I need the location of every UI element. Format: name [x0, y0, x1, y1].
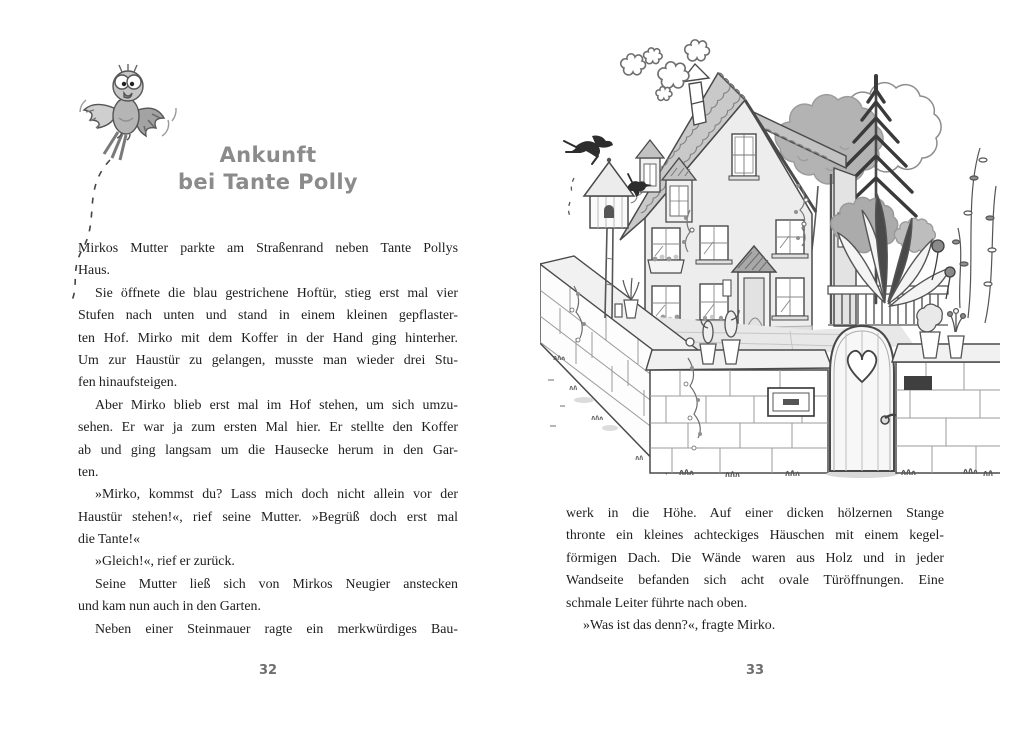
text-line: Stufen nach unten und stand in einem kleinen gepflaster-: [78, 308, 458, 324]
text-line: »Gleich!«, rief er zurück.: [95, 554, 235, 570]
text-line: Seine Mutter ließ sich von Mirkos Neugier anstecken: [95, 576, 458, 592]
page-number-right: 33: [745, 663, 765, 678]
text-line: Sie öffnete die blau gestrichene Hoftür, stieg erst mal vier: [95, 285, 458, 301]
text-line: thronte ein kleines achteckiges Häuschen mit einem kegel-: [566, 528, 944, 544]
birdhouse-hole: [604, 205, 614, 218]
text-line: Haus.: [78, 263, 111, 279]
chapter-title-line1: Ankunft: [219, 143, 317, 167]
right-wall: [892, 304, 1000, 473]
text-line: schmale Leiter führte nach oben.: [566, 595, 748, 611]
text-line: Aber Mirko blieb erst mal im Hof stehen, um sich umzu-: [95, 397, 458, 413]
mailbox: [768, 388, 814, 416]
text-line: förmigen Dach. Die Wände waren aus Holz und in jeder: [566, 550, 944, 566]
text-line: und kam nun auch in den Garten.: [78, 599, 261, 615]
flying-bird: [572, 136, 613, 157]
text-line: Mirkos Mutter parkte am Straßenrand neben Tante Pollys: [78, 241, 458, 256]
wall-slot: [904, 376, 932, 390]
text-line: ab und ging langsam um die Hausecke herum in den Gar-: [78, 442, 458, 458]
left-page-text: [78, 238, 458, 641]
chapter-title-line2: bei Tante Polly: [177, 170, 359, 194]
house: [620, 40, 856, 355]
text-line: werk in die Höhe. Auf einer dicken hölzernen Stange: [566, 506, 944, 521]
text-line: »Mirko, kommst du? Lass mich doch nicht allein vor der: [95, 487, 458, 503]
text-line: »Was ist das denn?«, fragte Mirko.: [583, 617, 776, 633]
page-number-left: 32: [258, 663, 278, 678]
gable-window: [729, 134, 759, 180]
door-sign: [723, 280, 731, 296]
house-garden-illustration: [540, 28, 1000, 483]
bird-trail-dashes: [569, 178, 575, 216]
text-line: Um zur Haustür zu gelangen, musste man wieder drei Stu-: [78, 352, 458, 368]
text-line: ten.: [78, 464, 99, 480]
text-line: fen hinaufsteigen.: [78, 375, 178, 391]
sprigs: [953, 148, 997, 323]
text-line: sehen. Er war ja zum ersten Mal hier. Er stellte den Koffer: [78, 420, 458, 436]
window-lower-right: [772, 278, 808, 320]
text-line: Neben einer Steinmauer ragte ein merkwürdiges Bau-: [95, 621, 458, 637]
right-page-text: [566, 503, 944, 637]
garden-gate: [826, 326, 900, 478]
chapter-title: [78, 142, 458, 196]
text-line: ten Hof. Mirko mit dem Koffer in der Hand ging hinterher.: [78, 330, 458, 346]
text-line: Haustür stehen!«, rief seine Mutter. »Begrüß doch erst mal: [78, 509, 458, 525]
text-line: Wandseite befanden sich acht ovale Türöffnungen. Eine: [566, 573, 944, 589]
text-line: die Tante!«: [78, 532, 141, 548]
window-upper-left: [648, 228, 684, 273]
window-upper-center: [696, 226, 732, 264]
